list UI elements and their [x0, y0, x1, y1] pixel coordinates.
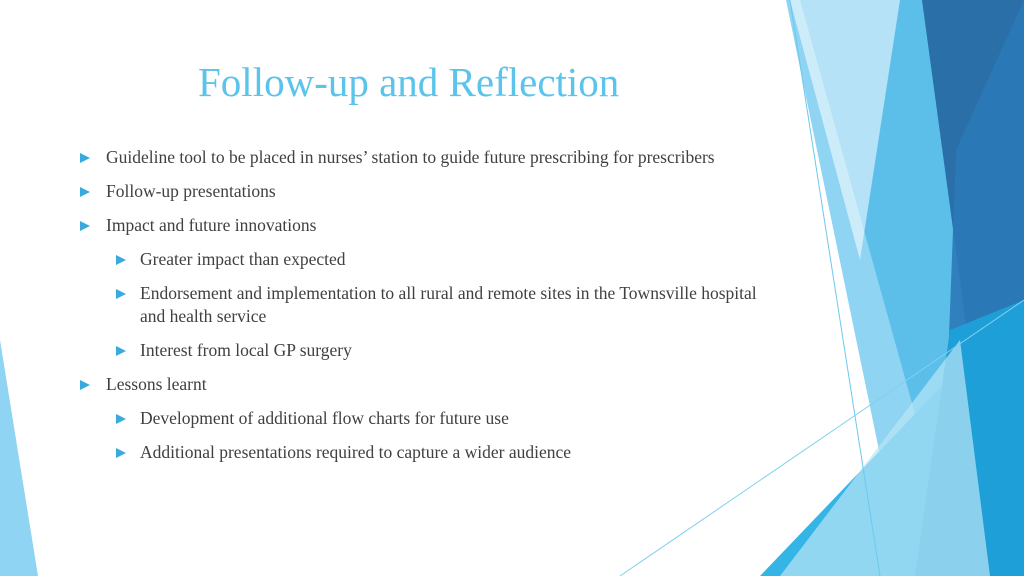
- bullet-list: [78, 146, 798, 475]
- bullet-arrow-icon: [80, 380, 90, 390]
- bullet-arrow-icon: [116, 414, 126, 424]
- slide-title: Follow-up and Reflection: [198, 59, 620, 105]
- sub-list-item: [78, 282, 760, 328]
- bullet-text: Follow-up presentations: [106, 181, 276, 201]
- sub-list-item: [78, 339, 798, 362]
- sub-list-item: [78, 248, 798, 271]
- sub-list-item: [78, 407, 798, 430]
- bullet-text: Development of additional flow charts for future use: [140, 408, 509, 428]
- bullet-text: Endorsement and implementation to all rural and remote sites in the Townsville hospital and health service: [140, 283, 757, 326]
- list-item: [78, 373, 798, 396]
- bullet-text: Lessons learnt: [106, 374, 207, 394]
- bullet-arrow-icon: [80, 221, 90, 231]
- bullet-arrow-icon: [116, 448, 126, 458]
- bullet-arrow-icon: [116, 255, 126, 265]
- bullet-arrow-icon: [116, 289, 126, 299]
- list-item: [78, 214, 798, 237]
- list-item: [78, 146, 798, 169]
- bullet-arrow-icon: [80, 153, 90, 163]
- sub-list-item: [78, 441, 798, 464]
- list-item: [78, 180, 798, 203]
- bullet-text: Greater impact than expected: [140, 249, 346, 269]
- left-edge-sliver-shape: [0, 340, 38, 576]
- bullet-arrow-icon: [80, 187, 90, 197]
- bullet-text: Guideline tool to be placed in nurses’ station to guide future prescribing for prescribers: [106, 147, 715, 167]
- bullet-text: Interest from local GP surgery: [140, 340, 352, 360]
- bullet-arrow-icon: [116, 346, 126, 356]
- bullet-text: Impact and future innovations: [106, 215, 317, 235]
- bullet-text: Additional presentations required to capture a wider audience: [140, 442, 572, 462]
